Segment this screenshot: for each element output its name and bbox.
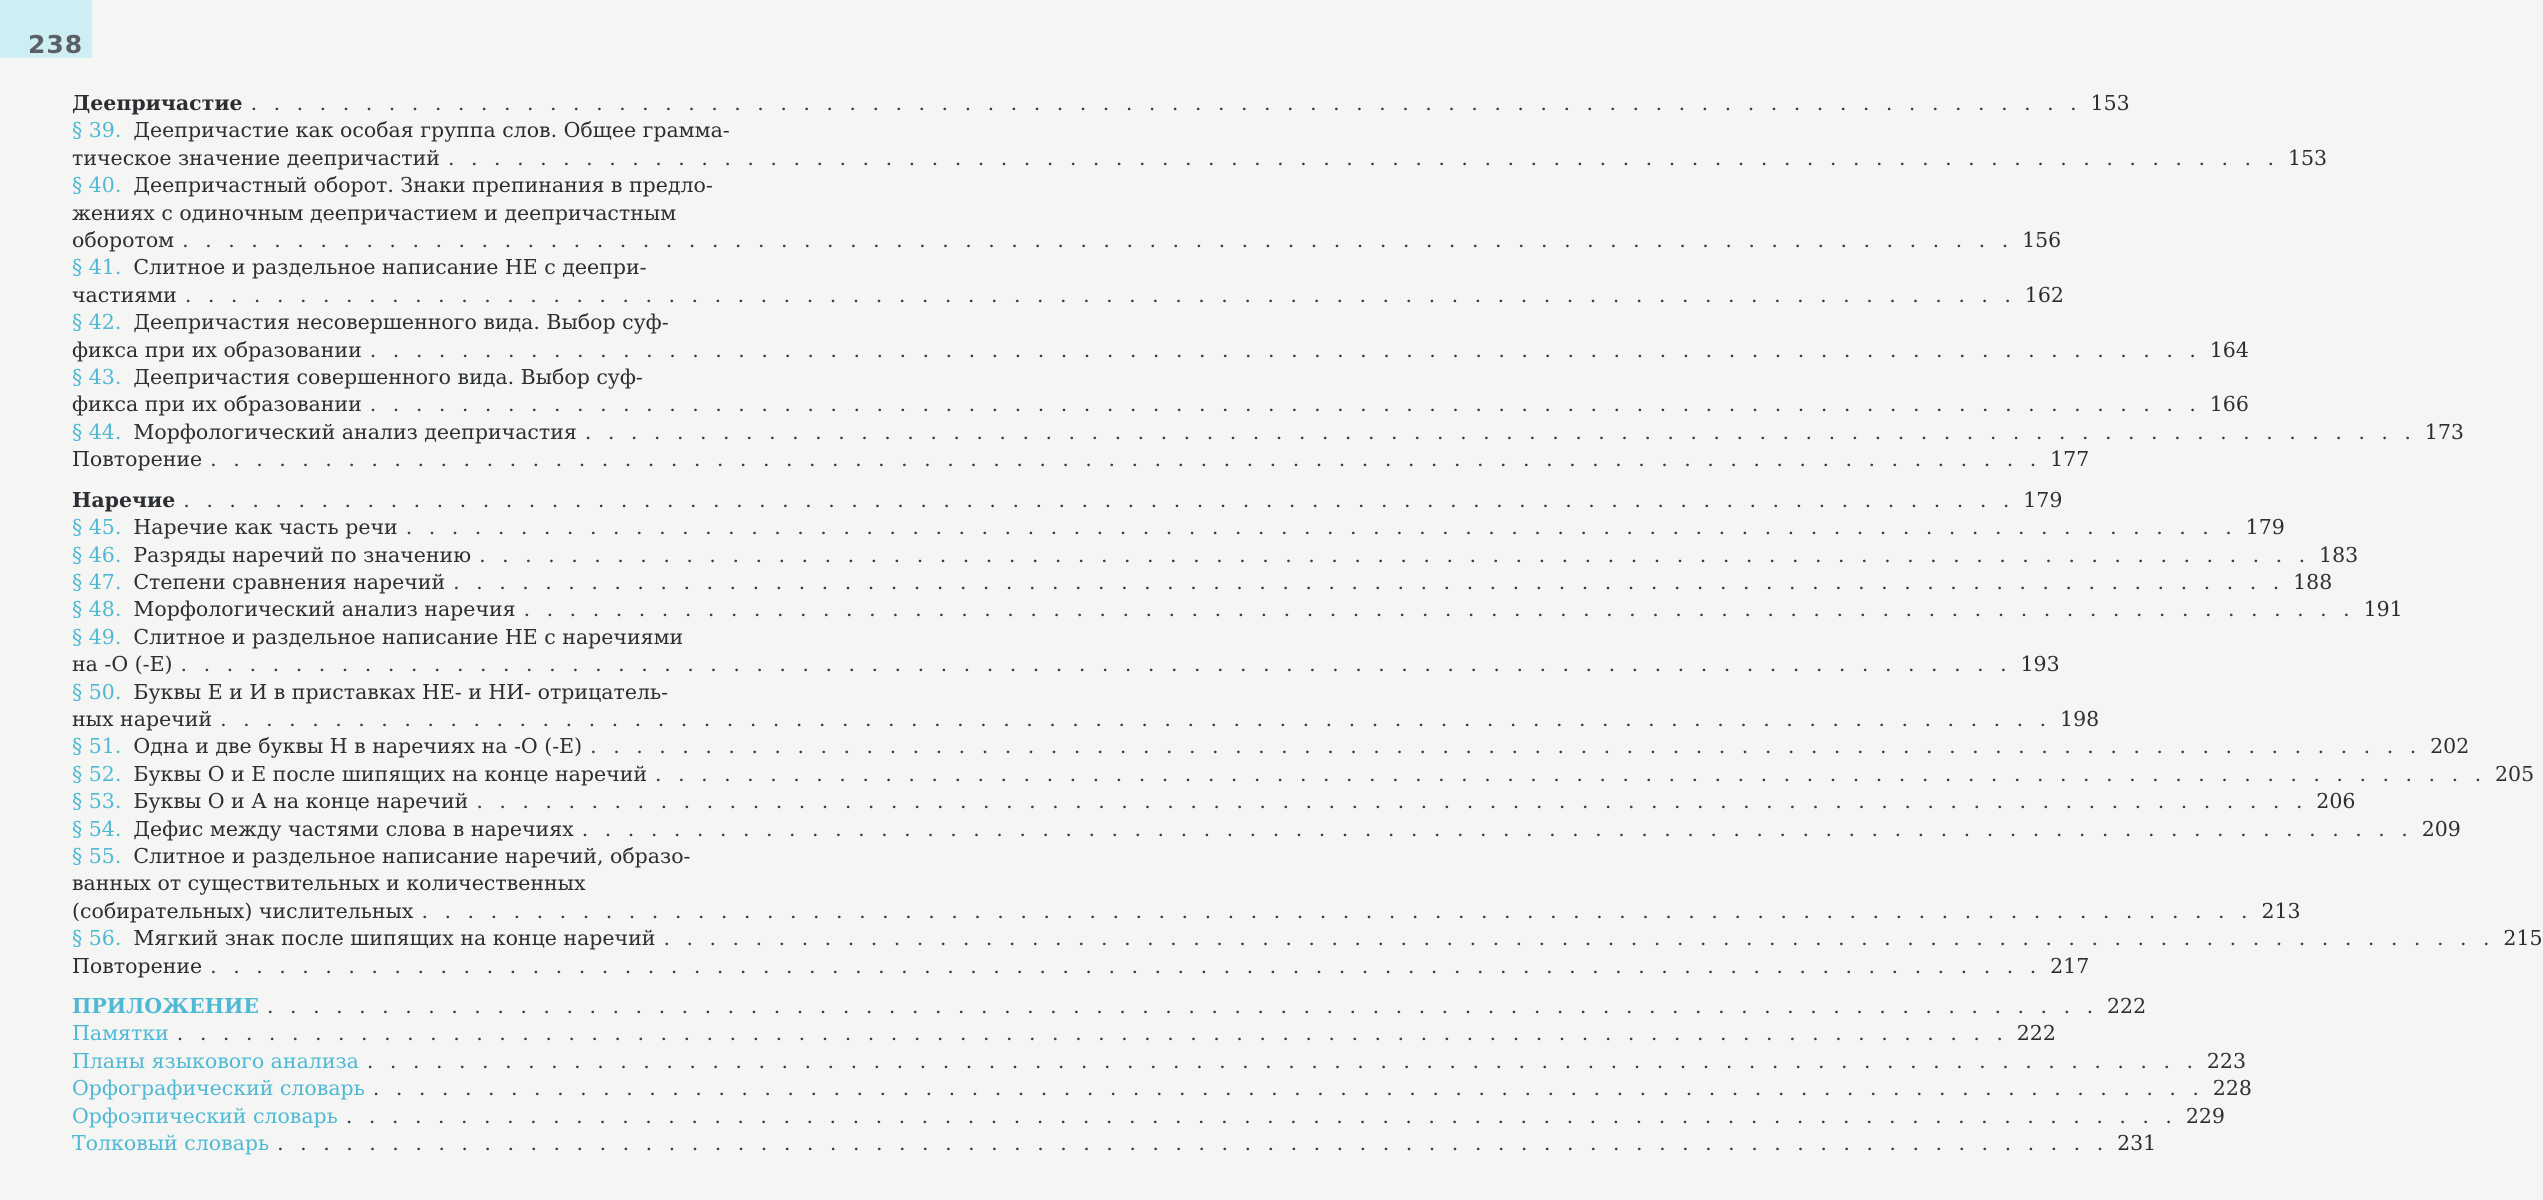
paragraph-number: § 41. [72, 255, 122, 280]
toc-line [72, 542, 2359, 569]
toc-line [72, 364, 860, 391]
toc-line [72, 788, 2356, 815]
entry-text: § 49. Слитное и раздельное написание НЕ с наречиями [72, 624, 684, 649]
paragraph-number: § 55. [72, 843, 122, 868]
entry-text: тическое значение деепричастий [72, 145, 440, 170]
entry-text: § 44. Морфологический анализ деепричастия [72, 419, 577, 444]
page-ref: 209 [2421, 816, 2461, 841]
toc-line [72, 993, 2147, 1020]
page-ref: 202 [2430, 734, 2470, 759]
section-heading [72, 90, 2130, 117]
entry-text: § 47. Степени сравнения наречий [72, 569, 446, 594]
paragraph-number: § 44. [72, 419, 122, 444]
page-ref: 162 [2024, 282, 2064, 307]
toc-entry [72, 953, 2090, 980]
dot-leader: . . . . . . . . . . . . . . . . . . . . . . . . . . . . . . . . . . . . . . . . . . . . . . . . . . . . . . . . . . . . . . . . . . . . . . . . . . . . . . . . [176, 1021, 2008, 1046]
page-ref: 213 [2261, 898, 2301, 923]
dot-leader: . . . . . . . . . . . . . . . . . . . . . . . . . . . . . . . . . . . . . . . . . . . . . . . . . . . . . . . . . . . . . . . . . . . . . . . . . . . . . . . . [183, 487, 2015, 512]
toc-line [72, 870, 860, 897]
toc-entry [72, 624, 2060, 679]
page-ref: 231 [2117, 1131, 2157, 1156]
toc-line [72, 898, 2301, 925]
toc-line [72, 1130, 2157, 1157]
entry-text: § 40. Деепричастный оборот. Знаки препинания в предло- [72, 173, 713, 198]
toc-line [72, 1103, 2225, 1130]
dot-leader: . . . . . . . . . . . . . . . . . . . . . . . . . . . . . . . . . . . . . . . . . . . . . . . . . . . . . . . . . . . . . . . . . . . . . . . . . . . . . . . . [476, 789, 2308, 814]
toc-line [72, 1075, 2252, 1102]
entry-text: § 46. Разряды наречий по значению [72, 542, 472, 567]
dot-leader: . . . . . . . . . . . . . . . . . . . . . . . . . . . . . . . . . . . . . . . . . . . . . . . . . . . . . . . . . . . . . . . . . . . . . . . . . . . . . . . . [581, 816, 2413, 841]
toc-entry [72, 1075, 2252, 1102]
toc-line [72, 706, 2100, 733]
toc-line [72, 419, 2464, 446]
paragraph-number: § 46. [72, 542, 122, 567]
toc-entry [72, 788, 2356, 815]
toc-entry [72, 419, 2464, 446]
entry-text: частиями [72, 282, 177, 307]
entry-text: § 39. Деепричастие как особая группа слов. Общее граммa- [72, 118, 730, 143]
entry-text: жениях с одиночным деепричастием и деепричастным [72, 200, 677, 225]
toc-line [72, 446, 2090, 473]
dot-leader: . . . . . . . . . . . . . . . . . . . . . . . . . . . . . . . . . . . . . . . . . . . . . . . . . . . . . . . . . . . . . . . . . . . . . . . . . . . . . . . . [584, 419, 2416, 444]
section-title: Наречие [72, 487, 176, 512]
toc-entry [72, 925, 2543, 952]
toc-line [72, 843, 860, 870]
dot-leader: . . . . . . . . . . . . . . . . . . . . . . . . . . . . . . . . . . . . . . . . . . . . . . . . . . . . . . . . . . . . . . . . . . . . . . . . . . . . . . . . [210, 447, 2042, 472]
entry-text: Памятки [72, 1021, 169, 1046]
paragraph-number: § 43. [72, 365, 122, 390]
paragraph-number: § 42. [72, 310, 122, 335]
paragraph-number: § 48. [72, 597, 122, 622]
page-ref: 228 [2212, 1076, 2252, 1101]
toc-entry [72, 1103, 2225, 1130]
toc-line [72, 282, 2064, 309]
page-ref: 229 [2185, 1103, 2225, 1128]
entry-text: § 41. Слитное и раздельное написание НЕ с деепри- [72, 255, 647, 280]
entry-text: Повторение [72, 447, 203, 472]
dot-leader: . . . . . . . . . . . . . . . . . . . . . . . . . . . . . . . . . . . . . . . . . . . . . . . . . . . . . . . . . . . . . . . . . . . . . . . . . . . . . . . . [372, 1076, 2204, 1101]
dot-leader: . . . . . . . . . . . . . . . . . . . . . . . . . . . . . . . . . . . . . . . . . . . . . . . . . . . . . . . . . . . . . . . . . . . . . . . . . . . . . . . . [277, 1131, 2109, 1156]
entry-text: фикса при их образовании [72, 337, 362, 362]
dot-leader: . . . . . . . . . . . . . . . . . . . . . . . . . . . . . . . . . . . . . . . . . . . . . . . . . . . . . . . . . . . . . . . . . . . . . . . . . . . . . . . . [210, 953, 2042, 978]
entry-text: § 53. Буквы О и А на конце наречий [72, 789, 469, 814]
entry-text: (собирательных) числительных [72, 898, 414, 923]
toc-section [72, 487, 2543, 980]
toc-line [72, 172, 860, 199]
page-number: 238 [28, 30, 84, 59]
section-heading [72, 487, 2063, 514]
page-ref: 177 [2050, 447, 2090, 472]
toc-line [72, 816, 2461, 843]
paragraph-number: § 51. [72, 734, 122, 759]
entry-text: § 52. Буквы О и Е после шипящих на конце наречий [72, 761, 648, 786]
page-ref: 205 [2495, 761, 2535, 786]
toc-entry [72, 172, 2062, 254]
entry-text: оборотом [72, 228, 175, 253]
table-of-contents [72, 90, 2543, 1170]
toc-line [72, 487, 2063, 514]
entry-text: § 55. Слитное и раздельное написание наречий, образо- [72, 843, 691, 868]
dot-leader: . . . . . . . . . . . . . . . . . . . . . . . . . . . . . . . . . . . . . . . . . . . . . . . . . . . . . . . . . . . . . . . . . . . . . . . . . . . . . . . . [523, 597, 2355, 622]
toc-entry [72, 542, 2359, 569]
toc-line [72, 761, 2535, 788]
dot-leader: . . . . . . . . . . . . . . . . . . . . . . . . . . . . . . . . . . . . . . . . . . . . . . . . . . . . . . . . . . . . . . . . . . . . . . . . . . . . . . . . [663, 926, 2495, 951]
dot-leader: . . . . . . . . . . . . . . . . . . . . . . . . . . . . . . . . . . . . . . . . . . . . . . . . . . . . . . . . . . . . . . . . . . . . . . . . . . . . . . . . [345, 1103, 2177, 1128]
page-ref: 222 [2106, 994, 2147, 1018]
toc-entry [72, 843, 2301, 925]
entry-text: Орфографический словарь [72, 1076, 365, 1101]
dot-leader: . . . . . . . . . . . . . . . . . . . . . . . . . . . . . . . . . . . . . . . . . . . . . . . . . . . . . . . . . . . . . . . . . . . . . . . . . . . . . . . . [447, 145, 2280, 170]
toc-section [72, 90, 2464, 474]
entry-text: § 42. Деепричастия несовершенного вида. Выбор суф- [72, 310, 669, 335]
toc-entry [72, 1130, 2157, 1157]
toc-entry [72, 117, 2328, 172]
entry-text: Повторение [72, 953, 203, 978]
entry-text: ных наречий [72, 706, 213, 731]
entry-text: фикса при их образовании [72, 392, 362, 417]
toc-line [72, 624, 860, 651]
page-ref: 156 [2022, 228, 2062, 253]
toc-entry [72, 309, 2249, 364]
toc-line [72, 1020, 2056, 1047]
section-heading [72, 993, 2147, 1020]
toc-line [72, 309, 860, 336]
toc-entry [72, 1020, 2056, 1047]
dot-leader: . . . . . . . . . . . . . . . . . . . . . . . . . . . . . . . . . . . . . . . . . . . . . . . . . . . . . . . . . . . . . . . . . . . . . . . . . . . . . . . . [405, 515, 2237, 540]
toc-line [72, 254, 860, 281]
page-ref: 164 [2209, 337, 2249, 362]
toc-section [72, 993, 2252, 1157]
section-title: Деепричастие [72, 91, 243, 115]
paragraph-number: § 47. [72, 569, 122, 594]
page-ref: 173 [2424, 419, 2464, 444]
entry-text: Планы языкового анализа [72, 1048, 359, 1073]
toc-line [72, 200, 860, 227]
page-ref: 223 [2206, 1048, 2246, 1073]
toc-entry [72, 446, 2090, 473]
paragraph-number: § 40. [72, 173, 122, 198]
page-ref: 188 [2293, 569, 2333, 594]
toc-line [72, 514, 2285, 541]
page-ref: 166 [2209, 392, 2249, 417]
page-ref: 222 [2016, 1021, 2056, 1046]
entry-text: § 54. Дефис между частями слова в наречиях [72, 816, 574, 841]
toc-line [72, 117, 860, 144]
entry-text: § 48. Морфологический анализ наречия [72, 597, 516, 622]
toc-entry [72, 596, 2403, 623]
page-ref: 206 [2316, 789, 2356, 814]
toc-line [72, 90, 2130, 117]
dot-leader: . . . . . . . . . . . . . . . . . . . . . . . . . . . . . . . . . . . . . . . . . . . . . . . . . . . . . . . . . . . . . . . . . . . . . . . . . . . . . . . . [453, 569, 2285, 594]
paragraph-number: § 54. [72, 816, 122, 841]
toc-line [72, 596, 2403, 623]
toc-entry [72, 254, 2064, 309]
toc-line [72, 733, 2470, 760]
paragraph-number: § 56. [72, 926, 122, 951]
toc-entry [72, 364, 2249, 419]
toc-entry [72, 514, 2285, 541]
page-ref: 153 [2287, 145, 2328, 170]
toc-entry [72, 816, 2461, 843]
dot-leader: . . . . . . . . . . . . . . . . . . . . . . . . . . . . . . . . . . . . . . . . . . . . . . . . . . . . . . . . . . . . . . . . . . . . . . . . . . . . . . . . [250, 91, 2082, 115]
dot-leader: . . . . . . . . . . . . . . . . . . . . . . . . . . . . . . . . . . . . . . . . . . . . . . . . . . . . . . . . . . . . . . . . . . . . . . . . . . . . . . . . [366, 1048, 2198, 1073]
paragraph-number: § 49. [72, 624, 122, 649]
entry-text: § 56. Мягкий знак после шипящих на конце наречий [72, 926, 656, 951]
dot-leader: . . . . . . . . . . . . . . . . . . . . . . . . . . . . . . . . . . . . . . . . . . . . . . . . . . . . . . . . . . . . . . . . . . . . . . . . . . . . . . . . [180, 652, 2012, 677]
page-ref: 179 [2245, 515, 2285, 540]
paragraph-number: § 45. [72, 515, 122, 540]
entry-text: на -О (-Е) [72, 652, 173, 677]
page-ref: 215 [2503, 926, 2543, 951]
toc-line [72, 227, 2062, 254]
paragraph-number: § 52. [72, 761, 122, 786]
toc-line [72, 651, 2060, 678]
dot-leader: . . . . . . . . . . . . . . . . . . . . . . . . . . . . . . . . . . . . . . . . . . . . . . . . . . . . . . . . . . . . . . . . . . . . . . . . . . . . . . . . [369, 337, 2201, 362]
page-ref: 179 [2023, 487, 2063, 512]
toc-line [72, 679, 860, 706]
dot-leader: . . . . . . . . . . . . . . . . . . . . . . . . . . . . . . . . . . . . . . . . . . . . . . . . . . . . . . . . . . . . . . . . . . . . . . . . . . . . . . . . [590, 734, 2422, 759]
paragraph-number: § 39. [72, 118, 122, 143]
page-ref: 191 [2363, 597, 2403, 622]
toc-line [72, 145, 2328, 172]
dot-leader: . . . . . . . . . . . . . . . . . . . . . . . . . . . . . . . . . . . . . . . . . . . . . . . . . . . . . . . . . . . . . . . . . . . . . . . . . . . . . . . . [479, 542, 2311, 567]
page-ref: 183 [2319, 542, 2359, 567]
toc-entry [72, 679, 2100, 734]
entry-text: Орфоэпический словарь [72, 1103, 338, 1128]
page-ref: 193 [2020, 652, 2060, 677]
page-ref: 153 [2090, 91, 2130, 115]
toc-entry [72, 733, 2470, 760]
paragraph-number: § 53. [72, 789, 122, 814]
toc-line [72, 953, 2090, 980]
dot-leader: . . . . . . . . . . . . . . . . . . . . . . . . . . . . . . . . . . . . . . . . . . . . . . . . . . . . . . . . . . . . . . . . . . . . . . . . . . . . . . . . [220, 706, 2052, 731]
toc-entry [72, 569, 2333, 596]
dot-leader: . . . . . . . . . . . . . . . . . . . . . . . . . . . . . . . . . . . . . . . . . . . . . . . . . . . . . . . . . . . . . . . . . . . . . . . . . . . . . . . . [267, 994, 2099, 1018]
dot-leader: . . . . . . . . . . . . . . . . . . . . . . . . . . . . . . . . . . . . . . . . . . . . . . . . . . . . . . . . . . . . . . . . . . . . . . . . . . . . . . . . [655, 761, 2487, 786]
toc-line [72, 1048, 2246, 1075]
toc-line [72, 337, 2249, 364]
entry-text: § 43. Деепричастия совершенного вида. Выбор суф- [72, 365, 643, 390]
dot-leader: . . . . . . . . . . . . . . . . . . . . . . . . . . . . . . . . . . . . . . . . . . . . . . . . . . . . . . . . . . . . . . . . . . . . . . . . . . . . . . . . [369, 392, 2201, 417]
toc-line [72, 925, 2543, 952]
dot-leader: . . . . . . . . . . . . . . . . . . . . . . . . . . . . . . . . . . . . . . . . . . . . . . . . . . . . . . . . . . . . . . . . . . . . . . . . . . . . . . . . [182, 228, 2014, 253]
entry-text: ванных от существительных и количественных [72, 871, 586, 896]
entry-text: § 45. Наречие как часть речи [72, 515, 398, 540]
entry-text: § 50. Буквы Е и И в приставках НЕ- и НИ- отрицатель- [72, 679, 669, 704]
toc-line [72, 569, 2333, 596]
page-ref: 198 [2060, 706, 2100, 731]
page-ref: 217 [2050, 953, 2090, 978]
toc-entry [72, 761, 2535, 788]
entry-text: Толковый словарь [72, 1131, 270, 1156]
dot-leader: . . . . . . . . . . . . . . . . . . . . . . . . . . . . . . . . . . . . . . . . . . . . . . . . . . . . . . . . . . . . . . . . . . . . . . . . . . . . . . . . [184, 282, 2016, 307]
dot-leader: . . . . . . . . . . . . . . . . . . . . . . . . . . . . . . . . . . . . . . . . . . . . . . . . . . . . . . . . . . . . . . . . . . . . . . . . . . . . . . . . [421, 898, 2253, 923]
entry-text: § 51. Одна и две буквы Н в наречиях на -О (-Е) [72, 734, 583, 759]
toc-entry [72, 1048, 2246, 1075]
toc-line [72, 391, 2249, 418]
section-title: ПРИЛОЖЕНИЕ [72, 994, 260, 1018]
paragraph-number: § 50. [72, 679, 122, 704]
